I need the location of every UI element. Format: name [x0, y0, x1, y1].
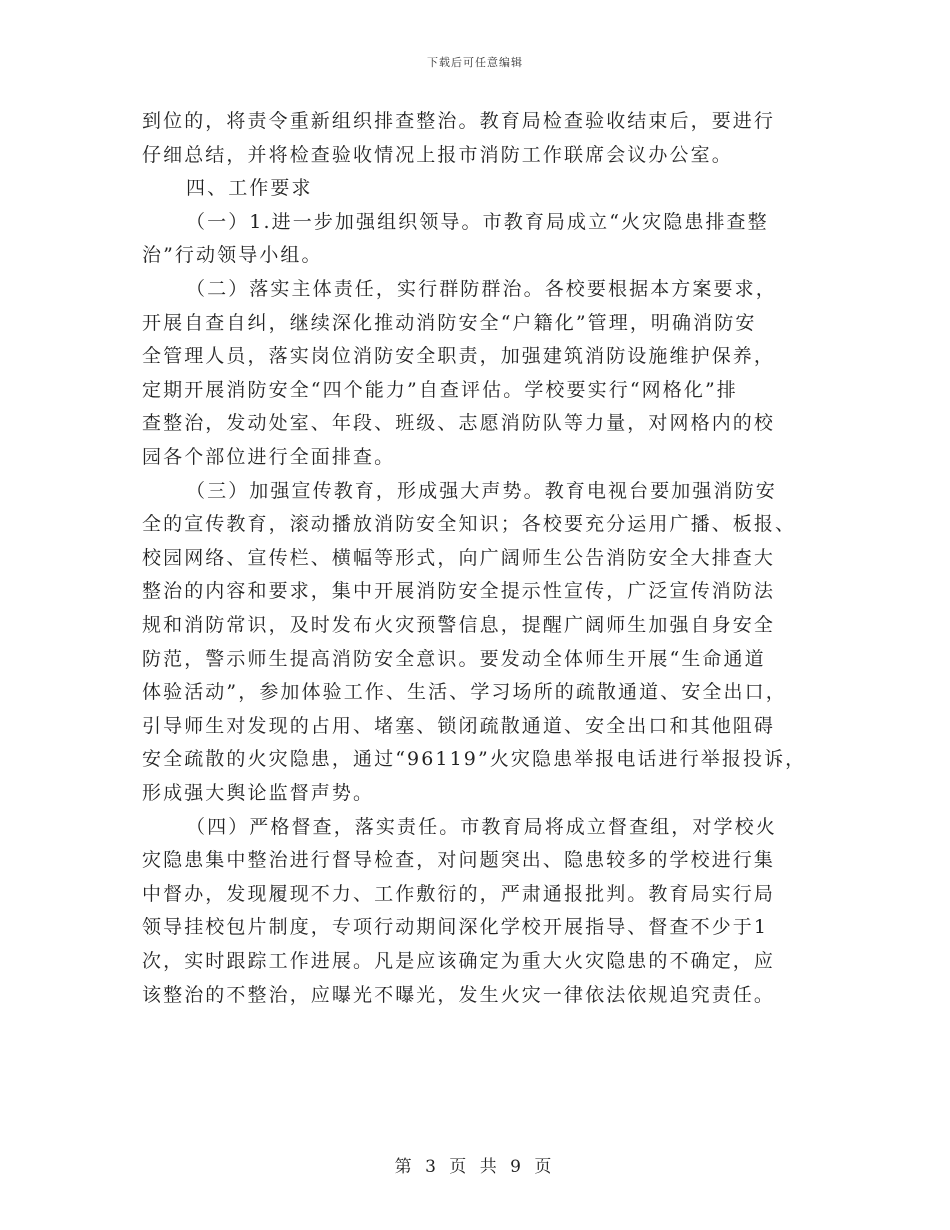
- header-note: 下载后可任意编辑: [427, 56, 523, 69]
- paragraph-line: 该整治的不整治，应曝光不曝光，发生火灾一律依法依规追究责任。: [142, 984, 776, 1006]
- paragraph-line: 次，实时跟踪工作进展。凡是应该确定为重大火灾隐患的不确定，应: [142, 950, 776, 972]
- paragraph-line: 形成强大舆论监督声势。: [142, 782, 375, 804]
- paragraph-line: 查整治，发动处室、年段、班级、志愿消防队等力量，对网格内的校: [142, 412, 776, 434]
- paragraph-line: 开展自查自纠，继续深化推动消防安全“户籍化”管理，明确消防安: [142, 312, 757, 334]
- paragraph-line: 中督办，发现履现不力、工作敷衍的，严肃通报批判。教育局实行局: [142, 883, 776, 905]
- paragraph-first-line: （三）加强宣传教育，形成强大声势。教育电视台要加强消防安: [186, 480, 777, 502]
- paragraph-line: 安全疏散的火灾隐患，通过“96119”火灾隐患举报电话进行举报投诉，: [142, 748, 807, 770]
- paragraph-line: 仔细总结，并将检查验收情况上报市消防工作联席会议办公室。: [142, 144, 733, 166]
- paragraph-line: 到位的，将责令重新组织排查整治。教育局检查验收结束后，要进行: [142, 110, 776, 132]
- paragraph-line: 整治的内容和要求，集中开展消防安全提示性宣传，广泛宣传消防法: [142, 580, 776, 602]
- paragraph-first-line: （一）1.进一步加强组织领导。市教育局成立“火灾隐患排查整: [186, 211, 769, 233]
- page-number: 第 3 页 共 9 页: [394, 1157, 556, 1177]
- paragraph-line: 全管理人员，落实岗位消防安全职责，加强建筑消防设施维护保养，: [142, 345, 776, 367]
- paragraph-line: 校园网络、宣传栏、横幅等形式，向广阔师生公告消防安全大排查大: [142, 547, 776, 569]
- paragraph-line: 领导挂校包片制度，专项行动期间深化学校开展指导、督查不少于1: [142, 916, 769, 938]
- paragraph-line: 灾隐患集中整治进行督导检查，对问题突出、隐患较多的学校进行集: [142, 849, 776, 871]
- paragraph-line: 规和消防常识，及时发布火灾预警信息，提醒广阔师生加强自身安全: [142, 614, 776, 636]
- paragraph-line: 体验活动”，参加体验工作、生活、学习场所的疏散通道、安全出口，: [142, 681, 787, 703]
- paragraph-first-line: 四、工作要求: [186, 177, 313, 199]
- paragraph-first-line: （四）严格督查，落实责任。市教育局将成立督查组，对学校火: [186, 816, 777, 838]
- paragraph-line: 引导师生对发现的占用、堵塞、锁闭疏散通道、安全出口和其他阻碍: [142, 715, 776, 737]
- paragraph-line: 定期开展消防安全“四个能力”自查评估。学校要实行“网格化”排: [142, 379, 738, 401]
- paragraph-line: 防范，警示师生提高消防安全意识。要发动全体师生开展“生命通道: [142, 648, 766, 670]
- paragraph-first-line: （二）落实主体责任，实行群防群治。各校要根据本方案要求，: [186, 278, 777, 300]
- paragraph-line: 治”行动领导小组。: [142, 244, 323, 266]
- paragraph-line: 园各个部位进行全面排查。: [142, 446, 396, 468]
- paragraph-line: 全的宣传教育，滚动播放消防安全知识；各校要充分运用广播、板报、: [142, 513, 797, 535]
